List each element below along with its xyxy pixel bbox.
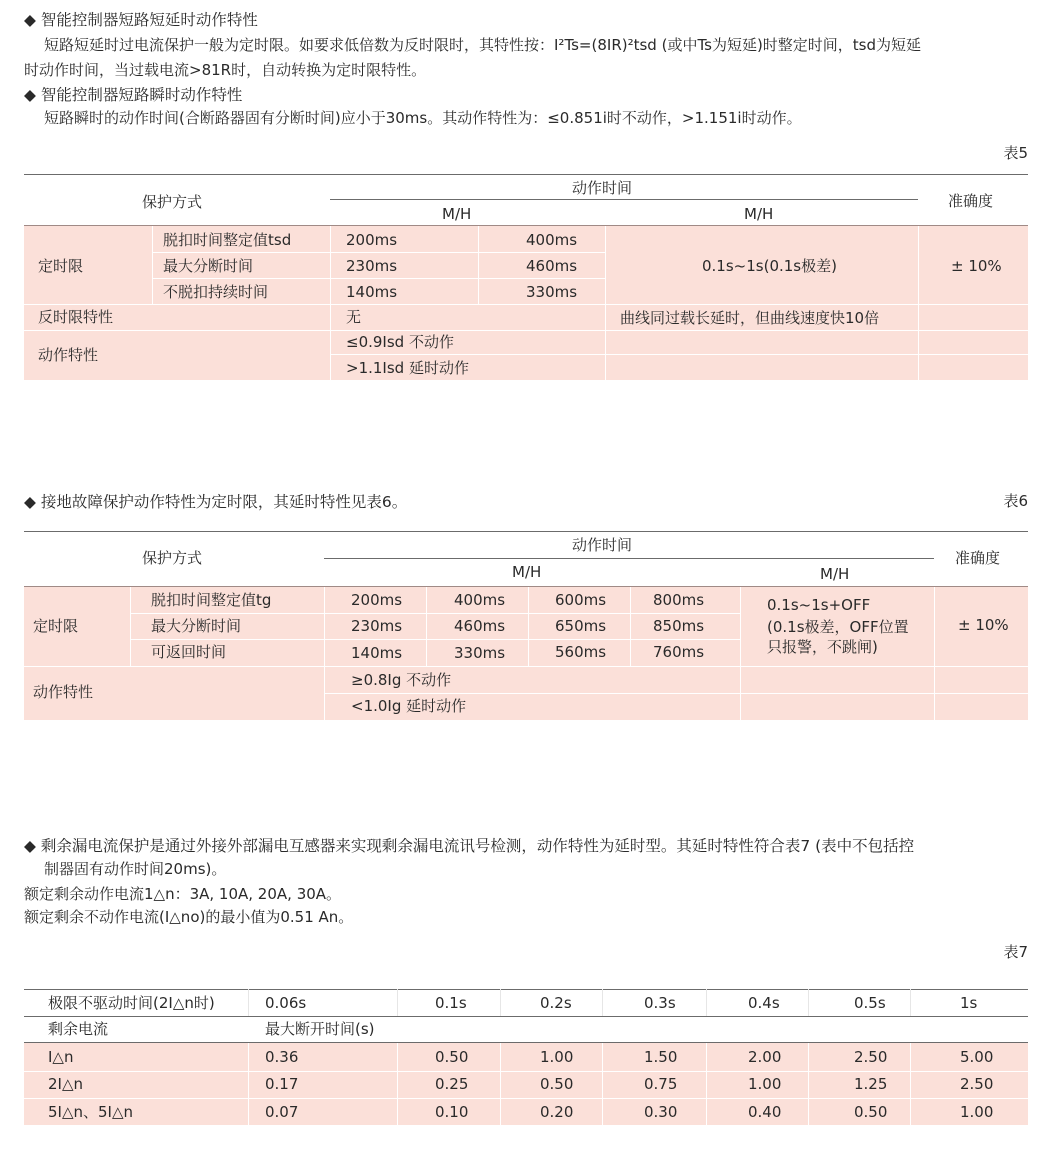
section4-heading-line1: ◆ 剩余漏电流保护是通过外接外部漏电互感器来实现剩余漏电流讯号检测，动作特性为延时型。其延时特性符合表7 (表中不包括控	[24, 837, 915, 855]
t7-row1-v6: 2.50	[854, 1048, 888, 1066]
table7-caption: 表7	[1003, 943, 1028, 961]
t6-range-line2: (0.1s极差，OFF位置	[767, 618, 909, 636]
t5-header-action-time: 动作时间	[572, 179, 633, 197]
table5	[24, 174, 1028, 382]
t7-row3-v3: 0.20	[540, 1103, 574, 1121]
t7-header-time-1: 0.06s	[265, 994, 307, 1012]
t7-row2-v6: 1.25	[854, 1075, 888, 1093]
t7-row1-label: I△n	[48, 1048, 74, 1066]
t6-header-accuracy: 准确度	[955, 549, 1001, 567]
t6-row2-v1: 230ms	[351, 617, 403, 635]
t5-row3-v1: 140ms	[346, 283, 398, 301]
t7-row2-v4: 0.75	[644, 1075, 678, 1093]
t5-row2-label: 最大分断时间	[163, 257, 254, 275]
t6-action-line2: <1.0Ig 延时动作	[351, 697, 467, 715]
t6-row3-v3: 560ms	[555, 643, 607, 661]
t7-row2-v3: 0.50	[540, 1075, 574, 1093]
t5-row1-v1: 200ms	[346, 231, 398, 249]
t6-range-line1: 0.1s~1s+OFF	[767, 596, 871, 614]
t6-row1-v3: 600ms	[555, 591, 607, 609]
t5-row3-v2: 330ms	[526, 283, 578, 301]
t7-header-time-3: 0.2s	[540, 994, 572, 1012]
t6-row1-v1: 200ms	[351, 591, 403, 609]
t7-row2-label: 2I△n	[48, 1075, 84, 1093]
section3-heading: ◆ 接地故障保护动作特性为定时限，其延时特性见表6。	[24, 493, 408, 511]
t5-row2-v1: 230ms	[346, 257, 398, 275]
t5-action-label: 动作特性	[38, 346, 99, 364]
t7-row2-v7: 2.50	[960, 1075, 994, 1093]
t5-header-protect: 保护方式	[142, 193, 203, 211]
t7-header-time-2: 0.1s	[435, 994, 467, 1012]
t5-range: 0.1s~1s(0.1s极差)	[702, 257, 837, 275]
t7-header-label: 极限不驱动时间(2I△n时)	[48, 994, 215, 1012]
t7-row1-v7: 5.00	[960, 1048, 994, 1066]
t7-row3-label: 5I△n、5I△n	[48, 1103, 134, 1121]
t7-row1-v4: 1.50	[644, 1048, 678, 1066]
t5-group-definite: 定时限	[38, 257, 84, 275]
t5-header-accuracy: 准确度	[948, 192, 994, 210]
t7-header-time-4: 0.3s	[644, 994, 676, 1012]
t6-row3-v2: 330ms	[454, 644, 506, 662]
t7-row2-v2: 0.25	[435, 1075, 469, 1093]
t6-row2-v3: 650ms	[555, 617, 607, 635]
t5-inverse-note: 曲线同过载长延时，但曲线速度快10倍	[620, 309, 880, 327]
t5-accuracy: ± 10%	[951, 257, 1002, 275]
section1-body-line2: 时动作时间，当过载电流>81R时，自动转换为定时限特性。	[24, 61, 427, 79]
table6-caption: 表6	[1003, 492, 1028, 510]
t7-header-time-7: 1s	[960, 994, 978, 1012]
t5-action-line1: ≤0.9Isd 不动作	[346, 333, 454, 351]
t6-row1-v2: 400ms	[454, 591, 506, 609]
section4-heading-line2: 制器固有动作时间20ms)。	[44, 860, 227, 878]
t6-header-mh-right: M/H	[820, 565, 850, 583]
table6	[24, 531, 1028, 721]
t5-row1-label: 脱扣时间整定值tsd	[163, 231, 292, 249]
section1-body-line1: 短路短延时过电流保护一般为定时限。如要求低倍数为反时限时，其特性按：I²Ts=(8IR)²tsd (或中Ts为短延)时整定时间，tsd为短延	[44, 36, 922, 54]
t6-header-action-time: 动作时间	[572, 536, 633, 554]
t5-row2-v2: 460ms	[526, 257, 578, 275]
t7-sub-value: 最大断开时间(s)	[265, 1020, 375, 1038]
t5-header-mh-right: M/H	[744, 205, 774, 223]
table5-caption: 表5	[1003, 144, 1028, 162]
t5-header-mh-left: M/H	[442, 205, 472, 223]
t7-row2-v1: 0.17	[265, 1075, 299, 1093]
table7	[24, 989, 1028, 1127]
t6-action-label: 动作特性	[33, 683, 94, 701]
t7-sub-label: 剩余电流	[48, 1020, 109, 1038]
t7-header-time-6: 0.5s	[854, 994, 886, 1012]
t6-row2-label: 最大分断时间	[151, 617, 242, 635]
t6-row3-label: 可返回时间	[151, 643, 227, 661]
t7-row3-v1: 0.07	[265, 1103, 299, 1121]
t5-inverse-label: 反时限特性	[38, 308, 114, 326]
t5-action-line2: >1.1Isd 延时动作	[346, 359, 469, 377]
section2-heading: ◆ 智能控制器短路瞬时动作特性	[24, 86, 243, 104]
section4-rated-current: 额定剩余动作电流1△n：3A, 10A, 20A, 30A。	[24, 885, 342, 903]
t7-row1-v5: 2.00	[748, 1048, 782, 1066]
t7-row1-v3: 1.00	[540, 1048, 574, 1066]
t5-row3-label: 不脱扣持续时间	[163, 283, 269, 301]
t6-header-protect: 保护方式	[142, 549, 203, 567]
t7-row3-v6: 0.50	[854, 1103, 888, 1121]
t7-row3-v7: 1.00	[960, 1103, 994, 1121]
t6-row1-label: 脱扣时间整定值tg	[151, 591, 272, 609]
t7-row3-v4: 0.30	[644, 1103, 678, 1121]
section4-min-nonoperate: 额定剩余不动作电流(I△no)的最小值为0.51 An。	[24, 908, 354, 926]
t6-action-line1: ≥0.8Ig 不动作	[351, 671, 452, 689]
t5-inverse-value: 无	[346, 308, 362, 326]
t7-row3-v2: 0.10	[435, 1103, 469, 1121]
t7-row3-v5: 0.40	[748, 1103, 782, 1121]
t6-range-line3: 只报警，不跳闸)	[767, 638, 878, 656]
t6-row3-v4: 760ms	[653, 643, 705, 661]
t6-row2-v4: 850ms	[653, 617, 705, 635]
t7-row2-v5: 1.00	[748, 1075, 782, 1093]
t6-row1-v4: 800ms	[653, 591, 705, 609]
section2-body: 短路瞬时的动作时间(合断路器固有分断时间)应小于30ms。其动作特性为：≤0.851i时不动作，>1.151i时动作。	[44, 109, 802, 127]
t6-accuracy: ± 10%	[958, 616, 1009, 634]
t7-row1-v2: 0.50	[435, 1048, 469, 1066]
t7-header-time-5: 0.4s	[748, 994, 780, 1012]
t7-row1-v1: 0.36	[265, 1048, 299, 1066]
t5-row1-v2: 400ms	[526, 231, 578, 249]
t6-group-definite: 定时限	[33, 617, 79, 635]
section1-heading: ◆ 智能控制器短路短延时动作特性	[24, 11, 258, 29]
t6-row2-v2: 460ms	[454, 617, 506, 635]
t6-row3-v1: 140ms	[351, 644, 403, 662]
t6-header-mh-left: M/H	[512, 563, 542, 581]
